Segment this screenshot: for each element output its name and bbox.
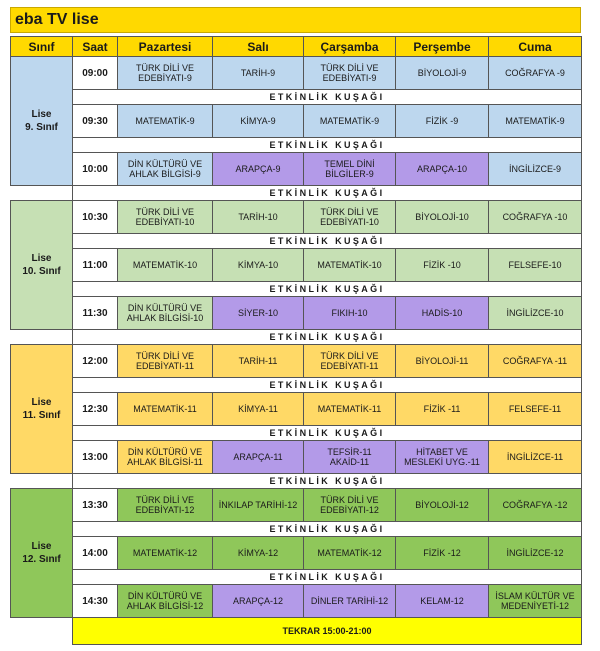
- lesson-cell: İNGİLİZCE-10: [489, 297, 582, 330]
- schedule-row: [11, 153, 582, 186]
- lesson-cell: COĞRAFYA -10: [489, 201, 582, 234]
- lesson-cell: HİTABET VE MESLEKİ UYG.-11: [396, 441, 489, 474]
- break-label: ETKİNLİK KUŞAĞI: [73, 426, 582, 441]
- lesson-cell: İNGİLİZCE-9: [489, 153, 582, 186]
- break-label: ETKİNLİK KUŞAĞI: [73, 570, 582, 585]
- break-label: ETKİNLİK KUŞAĞI: [73, 138, 582, 153]
- lesson-cell: FİZİK -9: [396, 105, 489, 138]
- page-title: eba TV lise: [10, 7, 581, 33]
- lesson-cell: FELSEFE-11: [489, 393, 582, 426]
- lesson-cell: MATEMATİK-10: [304, 249, 396, 282]
- lesson-cell: TÜRK DİLİ VE EDEBİYATI-12: [304, 489, 396, 522]
- break-row: [11, 378, 582, 393]
- break-row: [11, 90, 582, 105]
- break-row: [11, 138, 582, 153]
- time-cell: 14:00: [73, 537, 118, 570]
- break-row: [11, 426, 582, 441]
- schedule-row: [11, 537, 582, 570]
- footer-row: [11, 618, 582, 645]
- lesson-cell: FİZİK -10: [396, 249, 489, 282]
- lesson-cell: COĞRAFYA -12: [489, 489, 582, 522]
- lesson-cell: FİZİK -11: [396, 393, 489, 426]
- header-sali: Salı: [213, 37, 304, 57]
- lesson-cell: ARAPÇA-10: [396, 153, 489, 186]
- lesson-cell: TARİH-9: [213, 57, 304, 90]
- schedule-row: [11, 201, 582, 234]
- spacer-cell: [11, 474, 73, 489]
- break-label: ETKİNLİK KUŞAĞI: [73, 474, 582, 489]
- lesson-cell: DİN KÜLTÜRÜ VE AHLAK BİLGİSİ-11: [118, 441, 213, 474]
- lesson-cell: DİNLER TARİHİ-12: [304, 585, 396, 618]
- time-cell: 10:30: [73, 201, 118, 234]
- lesson-cell: İNGİLİZCE-11: [489, 441, 582, 474]
- lesson-cell: İNGİLİZCE-12: [489, 537, 582, 570]
- header-pazartesi: Pazartesi: [118, 37, 213, 57]
- lesson-cell: COĞRAFYA -11: [489, 345, 582, 378]
- lesson-cell: MATEMATİK-9: [489, 105, 582, 138]
- lesson-cell: KİMYA-12: [213, 537, 304, 570]
- break-label: ETKİNLİK KUŞAĞI: [73, 330, 582, 345]
- break-row: [11, 522, 582, 537]
- lesson-cell: FİZİK -12: [396, 537, 489, 570]
- schedule-row: [11, 105, 582, 138]
- break-label: ETKİNLİK KUŞAĞI: [73, 378, 582, 393]
- time-cell: 13:30: [73, 489, 118, 522]
- grade-label: Lise 10. Sınıf: [11, 201, 73, 330]
- lesson-cell: BİYOLOJİ-10: [396, 201, 489, 234]
- break-row: [11, 474, 582, 489]
- lesson-cell: FIKIH-10: [304, 297, 396, 330]
- break-row: [11, 282, 582, 297]
- schedule-row: [11, 249, 582, 282]
- time-cell: 12:30: [73, 393, 118, 426]
- lesson-cell: BİYOLOJİ-11: [396, 345, 489, 378]
- lesson-cell: İNKILAP TARİHİ-12: [213, 489, 304, 522]
- header-carsamba: Çarşamba: [304, 37, 396, 57]
- break-row: [11, 234, 582, 249]
- schedule-row: [11, 345, 582, 378]
- lesson-cell: KELAM-12: [396, 585, 489, 618]
- lesson-cell: TEFSİR-11 AKAİD-11: [304, 441, 396, 474]
- lesson-cell: HADİS-10: [396, 297, 489, 330]
- header-persembe: Perşembe: [396, 37, 489, 57]
- lesson-cell: BİYOLOJİ-12: [396, 489, 489, 522]
- lesson-cell: TÜRK DİLİ VE EDEBİYATI-12: [118, 489, 213, 522]
- spacer-cell: [11, 618, 73, 645]
- lesson-cell: TÜRK DİLİ VE EDEBİYATI-9: [304, 57, 396, 90]
- break-label: ETKİNLİK KUŞAĞI: [73, 234, 582, 249]
- lesson-cell: TÜRK DİLİ VE EDEBİYATI-9: [118, 57, 213, 90]
- break-label: ETKİNLİK KUŞAĞI: [73, 522, 582, 537]
- lesson-cell: ARAPÇA-11: [213, 441, 304, 474]
- lesson-cell: MATEMATİK-12: [118, 537, 213, 570]
- lesson-cell: TÜRK DİLİ VE EDEBİYATI-11: [304, 345, 396, 378]
- header-sinif: Sınıf: [11, 37, 73, 57]
- lesson-cell: MATEMATİK-11: [304, 393, 396, 426]
- lesson-cell: MATEMATİK-9: [304, 105, 396, 138]
- time-cell: 09:00: [73, 57, 118, 90]
- break-row: [11, 330, 582, 345]
- time-cell: 09:30: [73, 105, 118, 138]
- lesson-cell: DİN KÜLTÜRÜ VE AHLAK BİLGİSİ-10: [118, 297, 213, 330]
- time-cell: 11:00: [73, 249, 118, 282]
- lesson-cell: KİMYA-10: [213, 249, 304, 282]
- grade-label: Lise 12. Sınıf: [11, 489, 73, 618]
- lesson-cell: TÜRK DİLİ VE EDEBİYATI-10: [304, 201, 396, 234]
- lesson-cell: MATEMATİK-12: [304, 537, 396, 570]
- lesson-cell: COĞRAFYA -9: [489, 57, 582, 90]
- lesson-cell: FELSEFE-10: [489, 249, 582, 282]
- schedule-row: [11, 393, 582, 426]
- schedule-table: [10, 36, 582, 645]
- time-cell: 11:30: [73, 297, 118, 330]
- break-label: ETKİNLİK KUŞAĞI: [73, 282, 582, 297]
- break-row: [11, 570, 582, 585]
- time-cell: 14:30: [73, 585, 118, 618]
- schedule-row: [11, 585, 582, 618]
- lesson-cell: TEMEL DİNİ BİLGİLER-9: [304, 153, 396, 186]
- schedule-row: [11, 441, 582, 474]
- lesson-cell: MATEMATİK-11: [118, 393, 213, 426]
- lesson-cell: KİMYA-11: [213, 393, 304, 426]
- spacer-cell: [11, 186, 73, 201]
- lesson-cell: TARİH-11: [213, 345, 304, 378]
- lesson-cell: ARAPÇA-12: [213, 585, 304, 618]
- grade-label: Lise 9. Sınıf: [11, 57, 73, 186]
- schedule-row: [11, 489, 582, 522]
- lesson-cell: TÜRK DİLİ VE EDEBİYATI-11: [118, 345, 213, 378]
- lesson-cell: TARİH-10: [213, 201, 304, 234]
- time-cell: 13:00: [73, 441, 118, 474]
- schedule-row: [11, 297, 582, 330]
- lesson-cell: KİMYA-9: [213, 105, 304, 138]
- lesson-cell: MATEMATİK-9: [118, 105, 213, 138]
- lesson-cell: SİYER-10: [213, 297, 304, 330]
- header-cuma: Cuma: [489, 37, 582, 57]
- break-label: ETKİNLİK KUŞAĞI: [73, 90, 582, 105]
- header-row: [11, 37, 582, 57]
- lesson-cell: MATEMATİK-10: [118, 249, 213, 282]
- lesson-cell: DİN KÜLTÜRÜ VE AHLAK BİLGİSİ-12: [118, 585, 213, 618]
- rerun-note: TEKRAR 15:00-21:00: [73, 618, 582, 645]
- break-label: ETKİNLİK KUŞAĞI: [73, 186, 582, 201]
- header-saat: Saat: [73, 37, 118, 57]
- spacer-cell: [11, 330, 73, 345]
- grade-label: Lise 11. Sınıf: [11, 345, 73, 474]
- break-row: [11, 186, 582, 201]
- lesson-cell: ARAPÇA-9: [213, 153, 304, 186]
- time-cell: 10:00: [73, 153, 118, 186]
- lesson-cell: TÜRK DİLİ VE EDEBİYATI-10: [118, 201, 213, 234]
- schedule-row: [11, 57, 582, 90]
- lesson-cell: DİN KÜLTÜRÜ VE AHLAK BİLGİSİ-9: [118, 153, 213, 186]
- time-cell: 12:00: [73, 345, 118, 378]
- lesson-cell: İSLAM KÜLTÜR VE MEDENİYETİ-12: [489, 585, 582, 618]
- lesson-cell: BİYOLOJİ-9: [396, 57, 489, 90]
